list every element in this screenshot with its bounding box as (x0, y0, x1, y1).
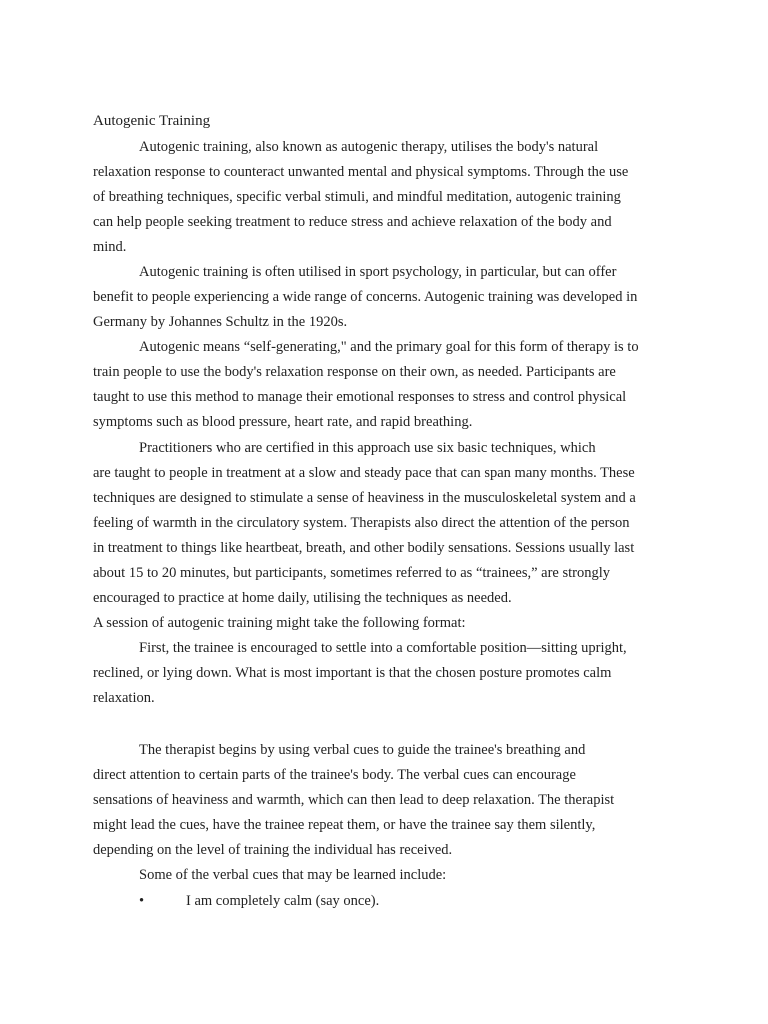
bullet-item-text: I am completely calm (say once). (186, 893, 380, 909)
paragraph-line: can help people seeking treatment to reduce stress and achieve relaxation of the body and (93, 214, 612, 230)
paragraph-line: relaxation. (93, 690, 155, 706)
paragraph-line: encouraged to practice at home daily, utilising the techniques as needed. (93, 590, 512, 606)
paragraph-line: Some of the verbal cues that may be learned include: (139, 867, 447, 883)
paragraph-line: reclined, or lying down. What is most important is that the chosen posture promotes calm (93, 665, 612, 681)
paragraph-line: might lead the cues, have the trainee repeat them, or have the trainee say them silently, (93, 817, 596, 833)
paragraph-line: benefit to people experiencing a wide range of concerns. Autogenic training was developed in (93, 289, 638, 305)
bullet-marker: • (139, 893, 145, 909)
paragraph-line: mind. (93, 239, 127, 255)
paragraph-line: Autogenic training, also known as autogenic therapy, utilises the body's natural (139, 139, 599, 155)
paragraph-line: techniques are designed to stimulate a sense of heaviness in the musculoskeletal system and a (93, 490, 636, 506)
paragraph-line: Autogenic training is often utilised in sport psychology, in particular, but can offer (139, 264, 617, 280)
paragraph-line: of breathing techniques, specific verbal stimuli, and mindful meditation, autogenic training (93, 189, 621, 205)
paragraph-line: relaxation response to counteract unwanted mental and physical symptoms. Through the use (93, 164, 629, 180)
paragraph-line: direct attention to certain parts of the trainee's body. The verbal cues can encourage (93, 767, 576, 783)
document-title: Autogenic Training (93, 113, 211, 129)
paragraph-line: symptoms such as blood pressure, heart rate, and rapid breathing. (93, 414, 473, 430)
paragraph-line: about 15 to 20 minutes, but participants, sometimes referred to as “trainees,” are strongly (93, 565, 611, 581)
paragraph-line: Practitioners who are certified in this approach use six basic techniques, which (139, 440, 596, 456)
paragraph-line: First, the trainee is encouraged to settle into a comfortable position—sitting upright, (139, 640, 627, 656)
section-intro-line: A session of autogenic training might take the following format: (93, 615, 466, 631)
paragraph-line: are taught to people in treatment at a slow and steady pace that can span many months. These (93, 465, 635, 481)
paragraph-line: in treatment to things like heartbeat, breath, and other bodily sensations. Sessions usually last (93, 540, 635, 556)
paragraph-line: sensations of heaviness and warmth, which can then lead to deep relaxation. The therapist (93, 792, 615, 808)
paragraph-line: The therapist begins by using verbal cues to guide the trainee's breathing and (139, 742, 586, 758)
paragraph-line: train people to use the body's relaxation response on their own, as needed. Participants are (93, 364, 616, 380)
paragraph-line: depending on the level of training the individual has received. (93, 842, 453, 858)
paragraph-line: feeling of warmth in the circulatory system. Therapists also direct the attention of the person (93, 515, 630, 531)
paragraph-line: Autogenic means “self-generating," and the primary goal for this form of therapy is to (139, 339, 639, 355)
paragraph-line: Germany by Johannes Schultz in the 1920s. (93, 314, 348, 330)
paragraph-line: taught to use this method to manage their emotional responses to stress and control physical (93, 389, 627, 405)
